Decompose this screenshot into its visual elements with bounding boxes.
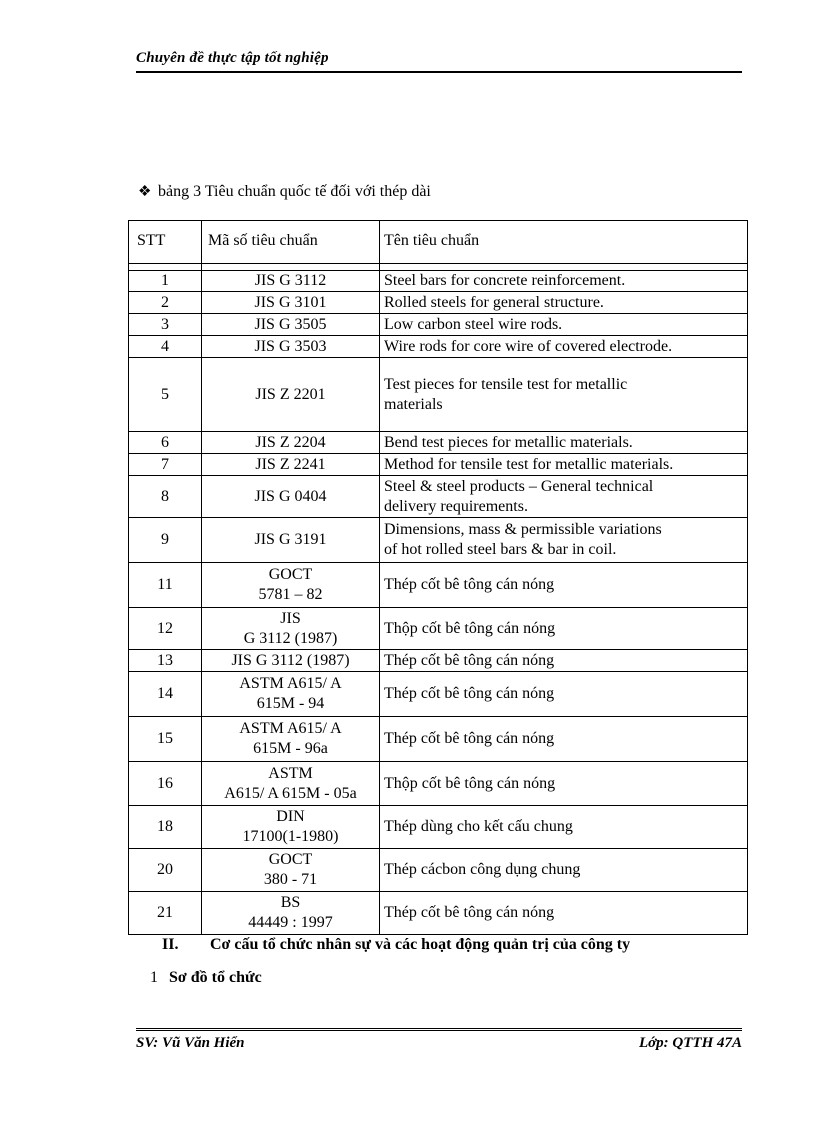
- row-name: [380, 717, 748, 762]
- row-name: [380, 650, 748, 672]
- row-stt: 4: [129, 336, 202, 358]
- code-line: ASTM: [268, 764, 313, 782]
- table-row: [129, 650, 748, 672]
- row-stt: 2: [129, 292, 202, 314]
- row-stt: 9: [129, 518, 202, 563]
- page-footer: [136, 1028, 742, 1052]
- subsection-number: 1: [150, 969, 158, 986]
- row-name: [380, 454, 748, 476]
- row-stt: 3: [129, 314, 202, 336]
- subsection-title: Sơ đồ tổ chức: [169, 969, 262, 986]
- table-row: [129, 892, 748, 935]
- table-row: [129, 358, 748, 432]
- name-line: of hot rolled steel bars & bar in coil.: [384, 541, 617, 558]
- row-stt: 15: [129, 717, 202, 762]
- section-number: II.: [162, 936, 179, 953]
- code-line: JIS G 0404: [254, 487, 327, 505]
- row-name: [380, 762, 748, 806]
- row-name: [380, 563, 748, 608]
- page-header: [136, 49, 742, 73]
- row-name: [380, 271, 748, 292]
- row-stt: 1: [129, 271, 202, 292]
- code-line: DIN: [276, 808, 305, 825]
- table-row: [129, 518, 748, 563]
- table-row: [129, 432, 748, 454]
- table-spacer-row: [129, 264, 748, 271]
- table-row: [129, 672, 748, 717]
- row-name: [380, 292, 748, 314]
- code-line: G 3112 (1987): [243, 629, 338, 647]
- row-name: [380, 432, 748, 454]
- row-name: [380, 358, 748, 432]
- code-line: GOCT: [268, 566, 313, 583]
- standards-table: [128, 220, 748, 935]
- table-row: [129, 271, 748, 292]
- name-line: Steel bars for concrete reinforcement.: [384, 272, 626, 289]
- row-code: [202, 650, 380, 672]
- section-heading: [162, 936, 630, 954]
- code-line: GOCT: [268, 851, 313, 868]
- code-line: 615M - 94: [256, 695, 325, 712]
- section-title: Cơ cấu tổ chức nhân sự và các hoạt động quản trị của công ty: [210, 936, 631, 953]
- row-code: [202, 717, 380, 762]
- code-line: JIS Z 2204: [255, 433, 326, 451]
- row-name: [380, 672, 748, 717]
- row-name: [380, 336, 748, 358]
- name-line: Thép cốt bê tông cán nóng: [384, 651, 555, 669]
- name-line: Rolled steels for general structure.: [384, 293, 604, 311]
- name-line: Test pieces for tensile test for metallic: [384, 375, 628, 393]
- name-line: Thép cốt bê tông cán nóng: [384, 730, 555, 747]
- row-name: [380, 849, 748, 892]
- row-code: [202, 271, 380, 292]
- row-code: [202, 849, 380, 892]
- code-line: 17100(1-1980): [242, 828, 339, 845]
- header-title: Chuyên đề thực tập tốt nghiệp: [136, 50, 329, 66]
- name-line: Dimensions, mass & permissible variations: [384, 521, 662, 538]
- code-line: 44449 : 1997: [248, 914, 333, 931]
- row-stt: 7: [129, 454, 202, 476]
- row-code: [202, 762, 380, 806]
- standards-table-body: [129, 221, 748, 935]
- header-stt: STT: [129, 221, 202, 264]
- name-line: materials: [384, 395, 443, 413]
- row-stt: 18: [129, 806, 202, 849]
- table-row: [129, 292, 748, 314]
- row-stt: 11: [129, 563, 202, 608]
- row-stt: 14: [129, 672, 202, 717]
- table-caption: [138, 182, 431, 201]
- row-stt: 8: [129, 476, 202, 518]
- diamond-bullet-icon: ❖: [138, 184, 152, 200]
- row-code: [202, 314, 380, 336]
- row-code: [202, 358, 380, 432]
- row-stt: 12: [129, 608, 202, 650]
- code-line: 380 - 71: [263, 871, 318, 888]
- row-stt: 20: [129, 849, 202, 892]
- name-line: Thép cốt bê tông cán nóng: [384, 685, 555, 702]
- name-line: Wire rods for core wire of covered electrode.: [384, 337, 673, 355]
- footer-class: Lớp: QTTH 47A: [638, 1035, 742, 1051]
- row-code: [202, 476, 380, 518]
- row-stt: 13: [129, 650, 202, 672]
- code-line: 615M - 96a: [253, 740, 328, 757]
- row-stt: 6: [129, 432, 202, 454]
- name-line: Method for tensile test for metallic materials.: [384, 455, 674, 473]
- code-line: JIS: [280, 609, 301, 627]
- name-line: Thép cốt bê tông cán nóng: [384, 904, 555, 921]
- code-line: JIS G 3191: [254, 531, 327, 548]
- code-line: A615/ A 615M - 05a: [224, 784, 357, 802]
- table-row: [129, 314, 748, 336]
- code-line: JIS G 3112 (1987): [231, 651, 350, 669]
- name-line: Thép cốt bê tông cán nóng: [384, 576, 555, 593]
- header-name: Tên tiêu chuẩn: [380, 221, 748, 264]
- table-row: [129, 849, 748, 892]
- table-row: [129, 454, 748, 476]
- name-line: Steel & steel products – General technical: [384, 477, 654, 495]
- row-code: [202, 454, 380, 476]
- row-name: [380, 892, 748, 935]
- row-code: [202, 672, 380, 717]
- name-line: Thép cácbon công dụng chung: [384, 861, 581, 878]
- table-row: [129, 717, 748, 762]
- row-stt: 16: [129, 762, 202, 806]
- code-line: JIS G 3503: [254, 337, 327, 355]
- row-name: [380, 518, 748, 563]
- table-row: [129, 806, 748, 849]
- header-code: Mã số tiêu chuẩn: [202, 221, 380, 264]
- table-row: [129, 762, 748, 806]
- code-line: JIS G 3101: [254, 293, 327, 311]
- code-line: JIS G 3112: [254, 272, 327, 289]
- code-line: ASTM A615/ A: [239, 675, 342, 692]
- row-stt: 21: [129, 892, 202, 935]
- code-line: JIS Z 2241: [255, 455, 326, 473]
- table-header-row: [129, 221, 748, 264]
- row-code: [202, 432, 380, 454]
- row-code: [202, 806, 380, 849]
- name-line: Thộp cốt bê tông cán nóng: [384, 774, 556, 792]
- row-name: [380, 476, 748, 518]
- code-line: ASTM A615/ A: [239, 720, 342, 737]
- row-name: [380, 806, 748, 849]
- caption-text: bảng 3 Tiêu chuẩn quốc tế đối với thép dài: [158, 183, 431, 200]
- row-stt: 5: [129, 358, 202, 432]
- row-code: [202, 608, 380, 650]
- table-row: [129, 476, 748, 518]
- row-code: [202, 518, 380, 563]
- row-code: [202, 563, 380, 608]
- name-line: Thép dùng cho kết cấu chung: [384, 818, 573, 835]
- table-row: [129, 336, 748, 358]
- row-code: [202, 292, 380, 314]
- code-line: BS: [280, 894, 301, 911]
- code-line: JIS G 3505: [254, 315, 327, 333]
- name-line: Bend test pieces for metallic materials.: [384, 433, 633, 451]
- row-code: [202, 336, 380, 358]
- name-line: delivery requirements.: [384, 497, 528, 515]
- row-code: [202, 892, 380, 935]
- row-name: [380, 314, 748, 336]
- table-row: [129, 608, 748, 650]
- footer-student: SV: Vũ Văn Hiển: [136, 1035, 245, 1051]
- name-line: Thộp cốt bê tông cán nóng: [384, 619, 556, 637]
- code-line: JIS Z 2201: [255, 385, 326, 403]
- name-line: Low carbon steel wire rods.: [384, 315, 563, 333]
- subsection-heading: [150, 969, 262, 987]
- table-row: [129, 563, 748, 608]
- code-line: 5781 – 82: [258, 586, 323, 603]
- row-name: [380, 608, 748, 650]
